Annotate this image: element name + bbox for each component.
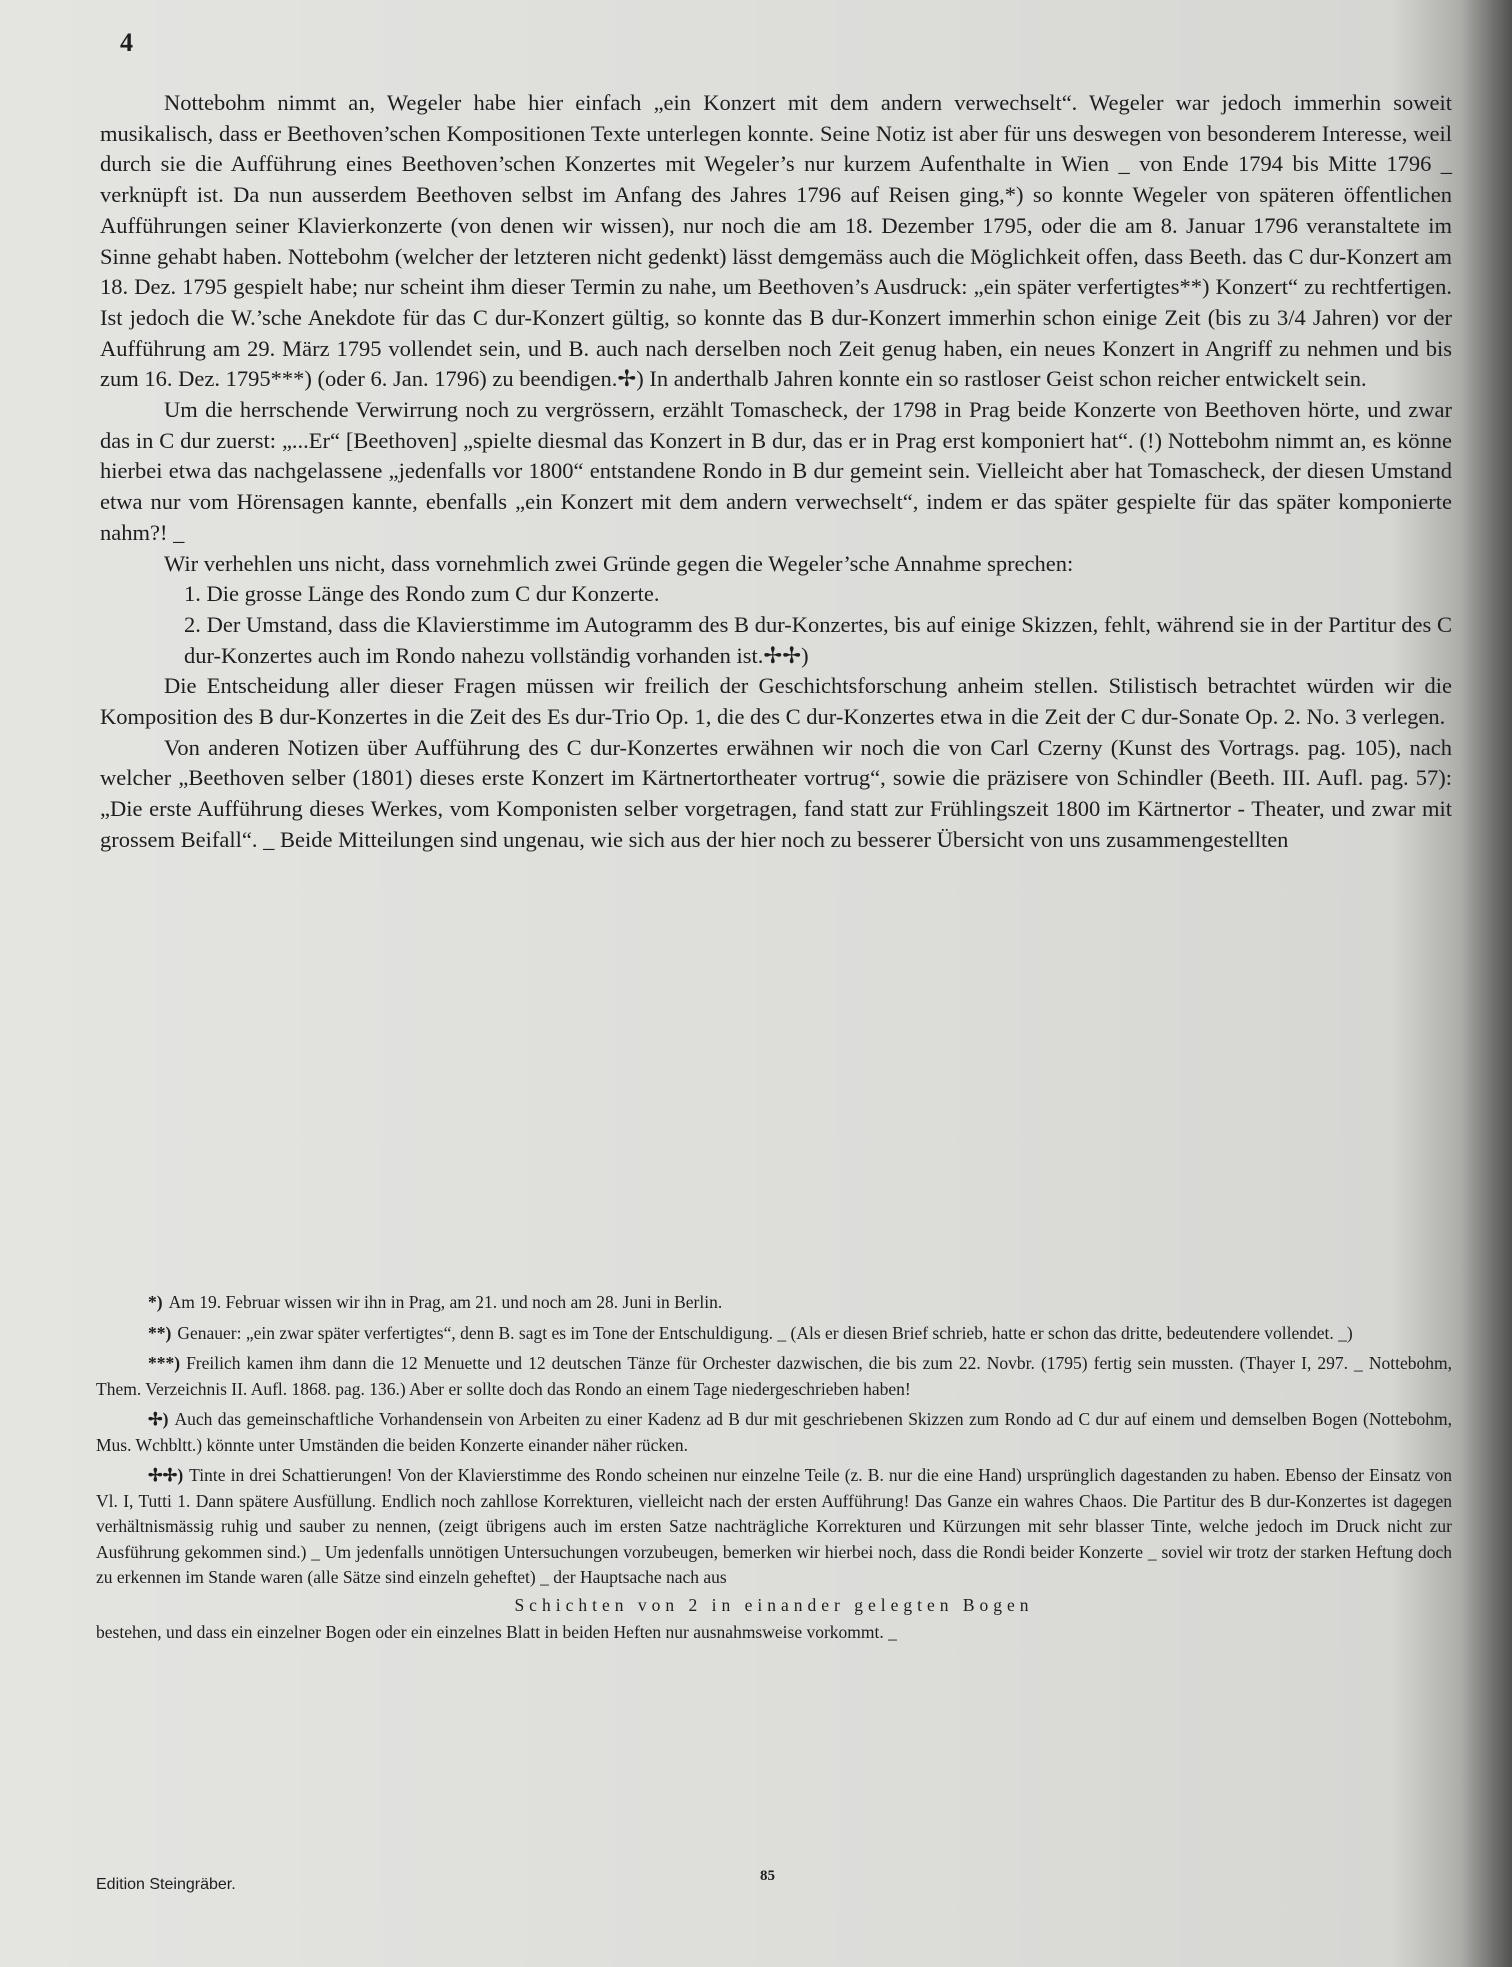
footnote-text: Freilich kamen ihm dann die 12 Menuette und 12 deutschen Tänze für Orchester dazwischen, die bis zum 22. Novbr. (1795) fertig sein mussten. (Thayer I, 297. _ Nottebohm, Them. Verzeichnis II. Aufl. 1868. pag. 136.) Aber er sollte doch das Rondo an einem Tage niedergeschrieben haben! <box>96 1353 1452 1399</box>
footnote-text: Am 19. Februar wissen wir ihn in Prag, am 21. und noch am 28. Juni in Berlin. <box>168 1292 723 1312</box>
paragraph: Die Entscheidung aller dieser Fragen müssen wir freilich der Geschichtsforschung anheim stellen. Stilistisch betrachtet würden wir die Komposition des B dur-Konzertes in die Zeit des Es dur-Trio Op. 1, die des C dur-Konzertes etwa in die Zeit der C dur-Sonate Op. 2. No. 3 verlegen. <box>100 673 1452 730</box>
list-item: 2. Der Umstand, dass die Klavierstimme im Autogramm des B dur-Konzertes, bis auf einige Skizzen, fehlt, während sie in der Partitur des C dur-Konzertes auch im Rondo nahezu vollständig vorhanden ist.✢✢) <box>184 611 1452 668</box>
page-edge-shadow <box>1460 0 1512 1967</box>
footnote-mark: ✢✢) <box>148 1465 184 1485</box>
footnote-mark: **) <box>148 1322 172 1343</box>
paragraph: Von anderen Notizen über Aufführung des C dur-Konzertes erwähnen wir noch die von Carl Czerny (Kunst des Vortrags. pag. 105), nach welcher „Beethoven selber (1801) dieses erste Konzert im Kärtnertortheater vortrug“, sowie die präzisere von Schindler (Beeth. III. Aufl. pag. 57): „Die erste Aufführung dieses Werkes, vom Komponisten selber vorgetragen, fand statt zur Frühlingszeit 1800 im Kärtnertor - Theater, und zwar mit grossem Beifall“. _ Beide Mitteilungen sind ungenau, wie sich aus der hier noch zu besserer Übersicht von uns zusammengestellten <box>100 734 1452 852</box>
footnote-text: Tinte in drei Schattierungen! Von der Klavierstimme des Rondo scheinen nur einzelne Teile (z. B. nur die eine Hand) ursprünglich dagestanden zu haben. Ebenso der Einsatz von Vl. I, Tutti 1. Dann spätere Ausfüllung. Endlich noch zahllose Korrekturen, vielleicht nach der ersten Aufführung! Das Ganze ein wahres Chaos. Die Partitur des B dur-Konzertes ist dagegen verhältnismässig ruhig und sauber zu nennen, (zeigt übrigens auch im ersten Satze nachträgliche Korrekturen und Kürzungen mit sehr blasser Tinte, welche jedoch im Druck nicht zur Ausführung gekommen sind.) _ Um jedenfalls unnötigen Untersuchungen vorzubeugen, bemerken wir hierbei noch, dass die Rondi beider Konzerte _ soviel wir trotz der starken Heftung doch zu erkennen im Stande waren (alle Sätze sind einzeln geheftet) _ der Hauptsache nach aus <box>96 1465 1452 1587</box>
paragraph: Um die herrschende Verwirrung noch zu vergrössern, erzählt Tomascheck, der 1798 in Prag beide Konzerte von Beethoven hörte, und zwar das in C dur zuerst: „...Er“ [Beethoven] „spielte diesmal das Konzert in B dur, das er in Prag erst komponiert hat“. (!) Nottebohm nimmt an, es könne hierbei etwa das nachgelassene „jedenfalls vor 1800“ entstandene Rondo in B dur gemeint sein. Vielleicht aber hat Tomascheck, der diesen Umstand etwa nur vom Hörensagen kannte, ebenfalls „ein Konzert mit dem andern verwechselt“, indem er das später gespielte für das später komponierte nahm?! _ <box>100 397 1452 545</box>
footnote <box>96 1351 1452 1402</box>
footnote-continuation: bestehen, und dass ein einzelner Bogen oder ein einzelnes Blatt in beiden Heften nur ausnahmsweise vorkommt. _ <box>96 1622 897 1642</box>
paragraph: Nottebohm nimmt an, Wegeler habe hier einfach „ein Konzert mit dem andern verwechselt“. Wegeler war jedoch immerhin soweit musikalisch, dass er Beethoven’schen Kompositionen Texte unterlegen konnte. Seine Notiz ist aber für uns deswegen von besonderem Interesse, weil durch sie die Aufführung eines Beethoven’schen Konzertes mit Wegeler’s nur kurzem Aufenthalte in Wien _ von Ende 1794 bis Mitte 1796 _ verknüpft ist. Da nun ausserdem Beethoven selbst im Anfang des Jahres 1796 auf Reisen ging,*) so konnte Wegeler von späteren öffentlichen Aufführungen seiner Klavierkonzerte (von denen wir wissen), nur noch die am 18. Dezember 1795, oder die am 8. Januar 1796 veranstaltete im Sinne gehabt haben. Nottebohm (welcher der letzteren nicht gedenkt) lässt demgemäss auch die Möglichkeit offen, dass Beeth. das C dur-Konzert am 18. Dez. 1795 gespielt habe; nur scheint ihm dieser Termin zu nahe, um Beethoven’s Ausdruck: „ein später verfertigtes**) Konzert“ zu rechtfertigen. Ist jedoch die W.’sche Anekdote für das C dur-Konzert gültig, so konnte das B dur-Konzert immerhin schon einige Zeit (bis zu 3/4 Jahren) vor der Aufführung am 29. März 1795 vollendet sein, und B. auch nach derselben noch Zeit genug haben, ein neues Konzert in Angriff zu nehmen und bis zum 16. Dez. 1795***) (oder 6. Jan. 1796) zu beendigen.✢) In anderthalb Jahren konnte ein so rastloser Geist schon reicher entwickelt sein. <box>100 90 1452 392</box>
paragraph: Wir verhehlen uns nicht, dass vornehmlich zwei Gründe gegen die Wegeler’sche Annahme sprechen: <box>164 550 1074 576</box>
footnote-mark: *) <box>148 1292 163 1312</box>
footnote-text: Genauer: „ein zwar später verfertigtes“, denn B. sagt es im Tone der Entschuldigung. _ (Als er diesen Brief schrieb, hatte er schon das dritte, bedeutendere vollendet. _) <box>177 1322 1353 1343</box>
footnote-centered-line: Schichten von 2 in einander gelegten Bogen <box>514 1594 1034 1615</box>
footnote-mark: ✢) <box>148 1409 169 1429</box>
footnote <box>96 1463 1452 1591</box>
edition-label: Edition Steingräber. <box>96 1876 236 1893</box>
footnote-mark: ***) <box>148 1353 181 1373</box>
list-item: 1. Die grosse Länge des Rondo zum C dur Konzerte. <box>184 581 660 607</box>
main-text <box>100 88 1452 856</box>
footnotes-section <box>96 1290 1452 1651</box>
footnote-text: Auch das gemeinschaftliche Vorhandensein von Arbeiten zu einer Kadenz ad B dur mit geschriebenen Skizzen zum Rondo ad C dur auf einem und demselben Bogen (Nottebohm, Mus. Wchbltt.) könnte unter Umständen die beiden Konzerte einander näher rücken. <box>96 1409 1452 1455</box>
page-number: 85 <box>760 1868 775 1884</box>
corner-mark: 4 <box>120 28 133 57</box>
footnote <box>96 1290 1452 1316</box>
footnote <box>96 1407 1452 1458</box>
footnote <box>96 1321 1452 1347</box>
